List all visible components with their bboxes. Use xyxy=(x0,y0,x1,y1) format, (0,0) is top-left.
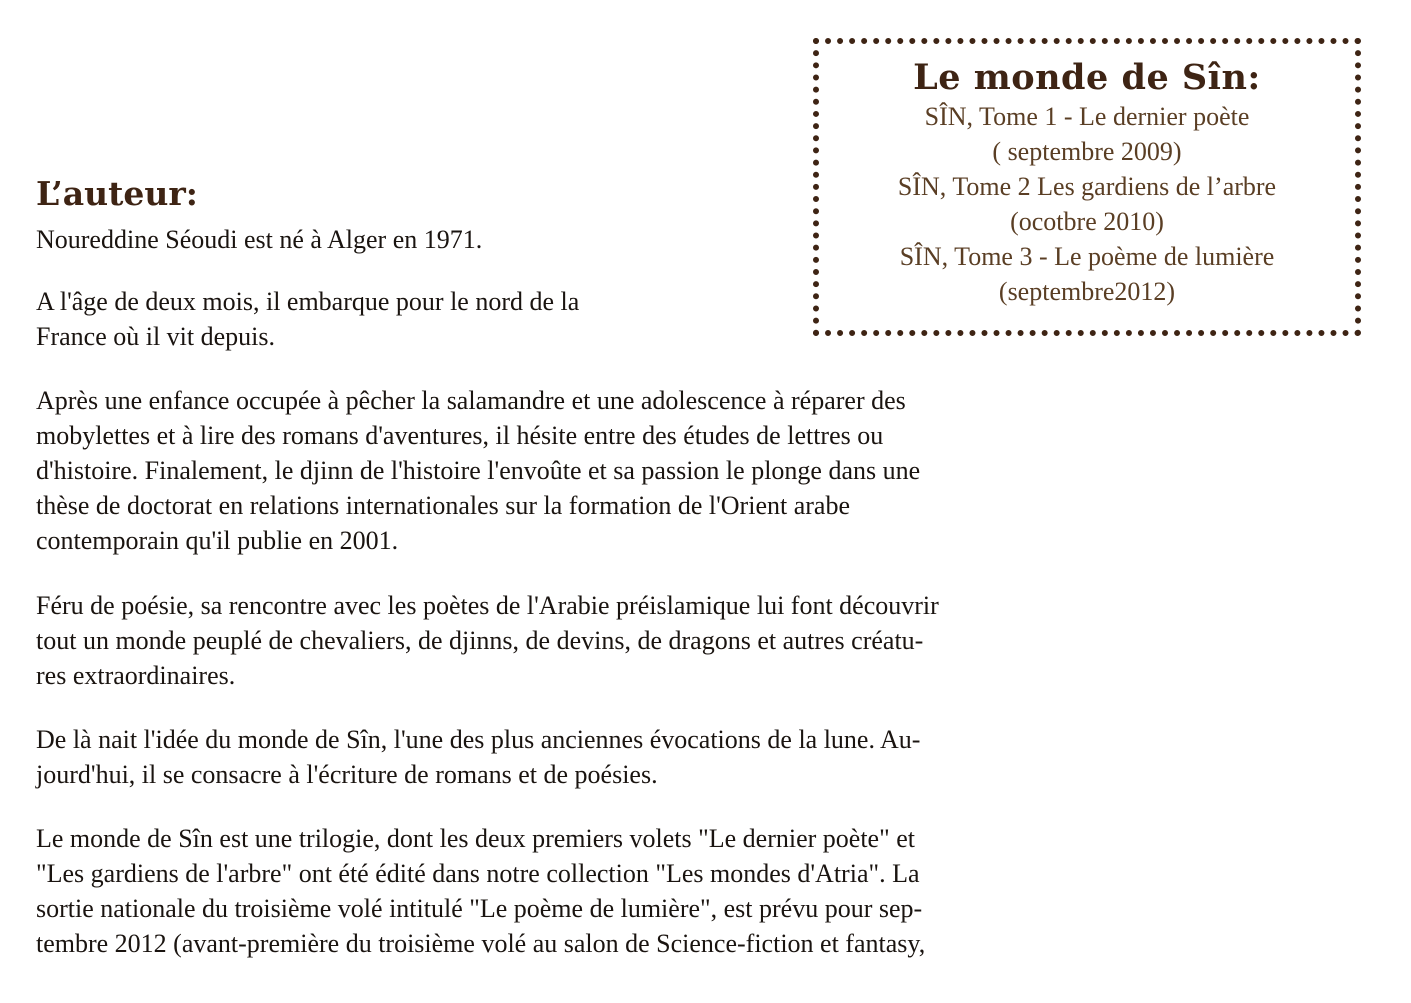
paragraph-trilogy xyxy=(36,821,925,961)
paragraph-poetry xyxy=(36,588,939,693)
paragraph-line: jourd'hui, il se consacre à l'écriture de romans et de poésies. xyxy=(36,760,658,789)
author-heading: L’auteur: xyxy=(36,174,198,213)
paragraph-birth xyxy=(36,222,482,257)
book-series-title: Le monde de Sîn: xyxy=(913,57,1261,98)
series-entry-tome-1: SÎN, Tome 1 - Le dernier poète xyxy=(924,102,1250,131)
paragraph-line: tout un monde peuplé de chevaliers, de djinns, de devins, de dragons et autres créatu- xyxy=(36,626,924,655)
paragraph-line: Après une enfance occupée à pêcher la salamandre et une adolescence à réparer des xyxy=(36,386,906,415)
paragraph-line: mobylettes et à lire des romans d'aventures, il hésite entre des études de lettres ou xyxy=(36,421,884,450)
paragraph-line: contemporain qu'il publie en 2001. xyxy=(36,526,399,555)
book-series-box xyxy=(813,38,1361,336)
paragraph-idea xyxy=(36,722,920,792)
paragraph-line: res extraordinaires. xyxy=(36,661,236,690)
series-entry-tome-3: SÎN, Tome 3 - Le poème de lumière xyxy=(899,242,1275,271)
paragraph-line: sortie nationale du troisième volé intitulé "Le poème de lumière", est prévu pour sep- xyxy=(36,894,923,923)
paragraph-youth xyxy=(36,383,920,558)
paragraph-line: Le monde de Sîn est une trilogie, dont les deux premiers volets "Le dernier poète" et xyxy=(36,824,915,853)
series-entry-tome-2-date: (ocotbre 2010) xyxy=(1010,207,1164,236)
paragraph-move xyxy=(36,284,579,354)
paragraph-line: thèse de doctorat en relations internationales sur la formation de l'Orient arabe xyxy=(36,491,850,520)
paragraph-line: d'histoire. Finalement, le djinn de l'histoire l'envoûte et sa passion le plonge dans une xyxy=(36,456,921,485)
paragraph-line: A l'âge de deux mois, il embarque pour le nord de la xyxy=(36,287,580,316)
paragraph-line: tembre 2012 (avant-première du troisième volé au salon de Science-fiction et fantasy, xyxy=(36,929,926,958)
paragraph-line: Féru de poésie, sa rencontre avec les poètes de l'Arabie préislamique lui font découvrir xyxy=(36,591,939,620)
series-entry-tome-2: SÎN, Tome 2 Les gardiens de l’arbre xyxy=(897,172,1277,201)
series-entry-tome-1-date: ( septembre 2009) xyxy=(992,137,1182,166)
paragraph-line: Noureddine Séoudi est né à Alger en 1971. xyxy=(36,225,483,254)
paragraph-line: France où il vit depuis. xyxy=(36,322,276,351)
series-entry-tome-3-date: (septembre2012) xyxy=(998,277,1176,306)
paragraph-line: De là nait l'idée du monde de Sîn, l'une des plus anciennes évocations de la lune. Au- xyxy=(36,725,921,754)
paragraph-line: "Les gardiens de l'arbre" ont été édité dans notre collection "Les mondes d'Atria". La xyxy=(36,859,920,888)
